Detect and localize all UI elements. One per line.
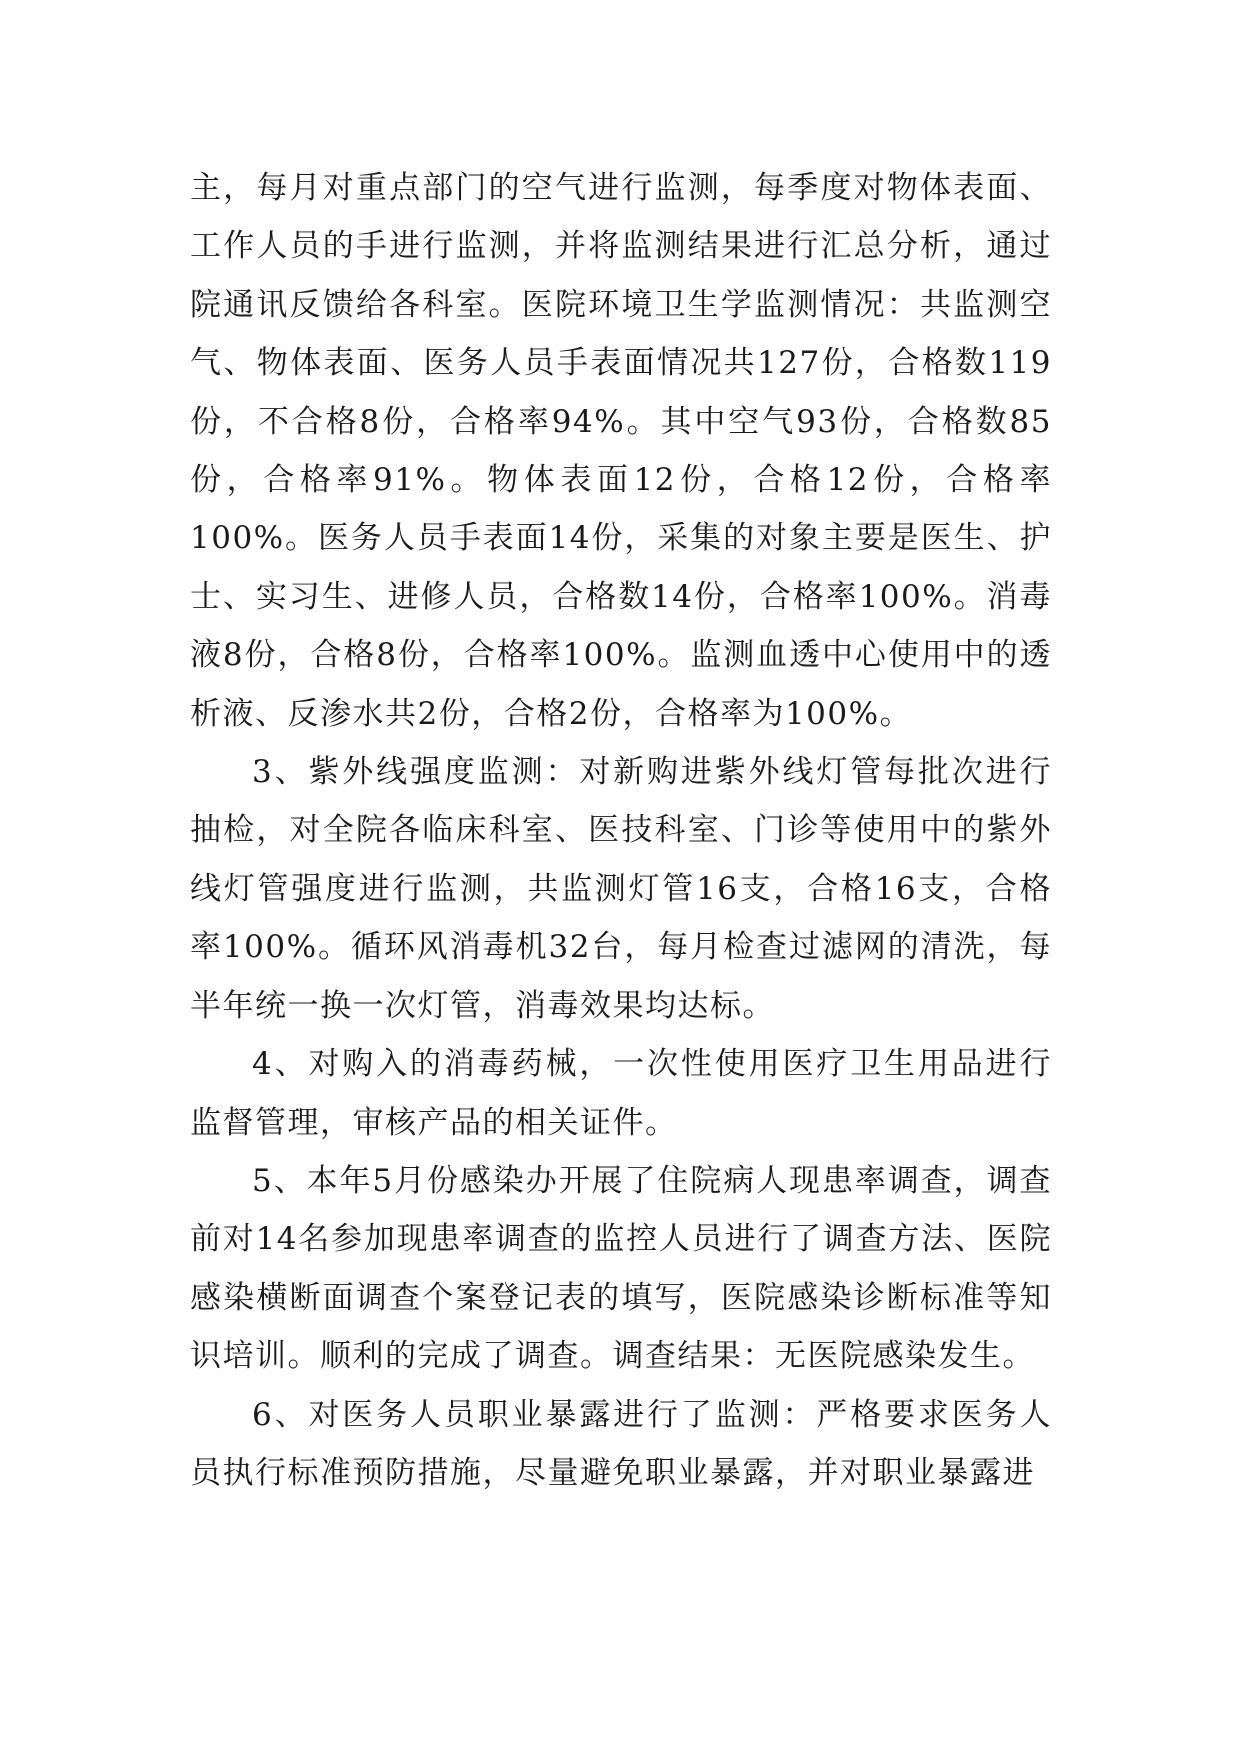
document-body (190, 159, 1052, 1502)
paragraph-item-4: 4、对购入的消毒药械，一次性使用医疗卫生用品进行监督管理，审核产品的相关证件。 (190, 1046, 1052, 1141)
paragraph-item-3: 3、紫外线强度监测：对新购进紫外线灯管每批次进行抽检，对全院各临床科室、医技科室、门诊等使用中的紫外线灯管强度进行监测，共监测灯管16支，合格16支，合格率100%。循环风消毒机32台，每月检查过滤网的清洗，每半年统一换一次灯管，消毒效果均达标。 (190, 754, 1052, 1024)
paragraph-continuation: 主，每月对重点部门的空气进行监测，每季度对物体表面、工作人员的手进行监测，并将监测结果进行汇总分析，通过院通讯反馈给各科室。医院环境卫生学监测情况：共监测空气、物体表面、医务人员手表面情况共127份，合格数119份，不合格8份，合格率94%。其中空气93份，合格数85份，合格率91%。物体表面12份，合格12份，合格率100%。医务人员手表面14份，采集的对象主要是医生、护士、实习生、进修人员，合格数14份，合格率100%。消毒液8份，合格8份，合格率100%。监测血透中心使用中的透析液、反渗水共2份，合格2份，合格率为100%。 (190, 170, 1052, 732)
paragraph-item-5: 5、本年5月份感染办开展了住院病人现患率调查，调查前对14名参加现患率调查的监控人员进行了调查方法、医院感染横断面调查个案登记表的填写，医院感染诊断标准等知识培训。顺利的完成了调查。调查结果：无医院感染发生。 (190, 1162, 1052, 1375)
paragraph-item-6: 6、对医务人员职业暴露进行了监测：严格要求医务人员执行标准预防措施，尽量避免职业暴露，并对职业暴露进 (190, 1396, 1052, 1491)
